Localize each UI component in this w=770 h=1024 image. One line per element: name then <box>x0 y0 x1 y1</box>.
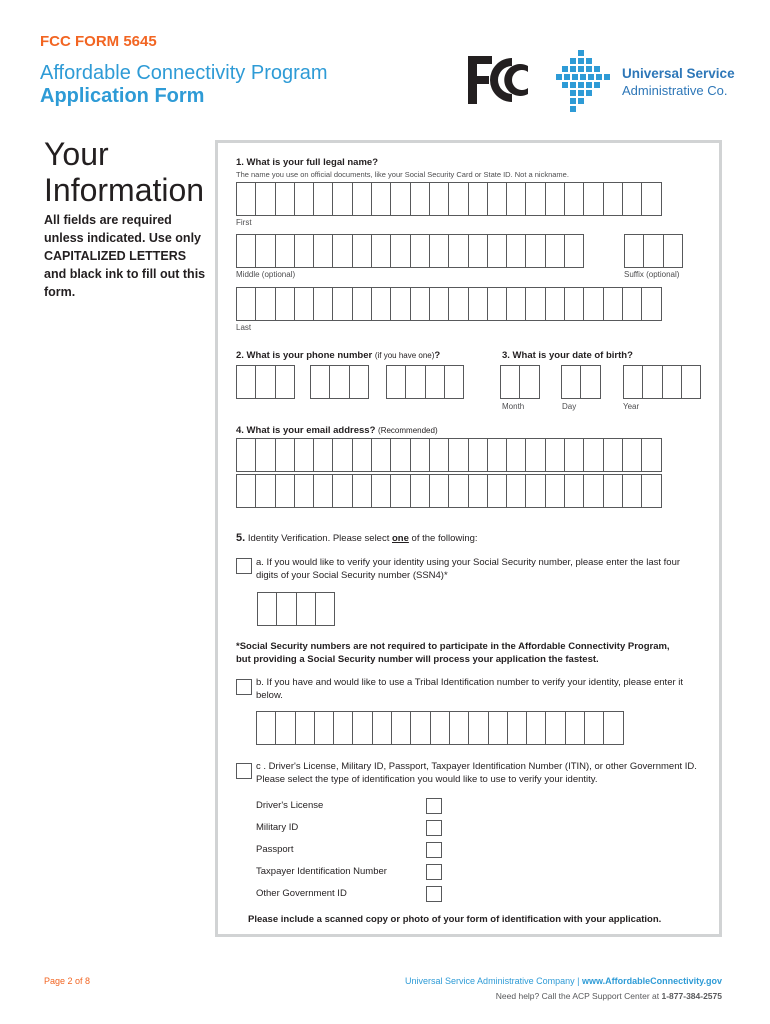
scan-note: Please include a scanned copy or photo of your form of identification with your application. <box>248 914 662 925</box>
char-box[interactable] <box>236 438 256 472</box>
id-type-label: Taxpayer Identification Number <box>256 866 387 877</box>
section-heading <box>44 136 204 208</box>
char-box[interactable] <box>310 365 330 399</box>
char-box[interactable] <box>386 365 406 399</box>
char-box[interactable] <box>641 182 661 216</box>
char-box[interactable] <box>519 365 539 399</box>
char-box[interactable] <box>487 234 507 268</box>
option-b-checkbox[interactable] <box>236 679 252 695</box>
char-box[interactable] <box>429 438 449 472</box>
q1-label: 1. What is your full legal name? <box>236 157 378 168</box>
dob-month-field[interactable] <box>500 365 539 399</box>
char-box[interactable] <box>663 234 683 268</box>
section-heading-line2: Information <box>44 172 205 208</box>
footer-org-line <box>405 976 722 986</box>
char-box[interactable] <box>468 182 488 216</box>
char-box[interactable] <box>255 287 275 321</box>
form-title: Application Form <box>40 85 205 107</box>
char-box[interactable] <box>545 438 565 472</box>
char-box[interactable] <box>641 287 661 321</box>
char-box[interactable] <box>564 287 584 321</box>
q4-optional: (Recommended) <box>378 426 438 435</box>
char-box[interactable] <box>410 438 430 472</box>
char-box[interactable] <box>313 438 333 472</box>
q4-label <box>236 425 438 436</box>
dob-year-label: Year <box>623 402 640 411</box>
char-box[interactable] <box>390 234 410 268</box>
section-heading-line1: Your <box>44 136 109 172</box>
char-box[interactable] <box>545 287 565 321</box>
char-box[interactable] <box>255 438 275 472</box>
id-type-label: Driver's License <box>256 800 324 811</box>
char-box[interactable] <box>391 711 411 745</box>
char-box[interactable] <box>371 474 391 508</box>
footer-org: Universal Service Administrative Company <box>405 976 575 986</box>
char-box[interactable] <box>545 182 565 216</box>
char-box[interactable] <box>506 234 526 268</box>
char-box[interactable] <box>583 182 603 216</box>
id-type-label: Passport <box>256 844 294 855</box>
dob-year-field[interactable] <box>623 365 700 399</box>
char-box[interactable] <box>641 474 661 508</box>
middle-name-label: Middle (optional) <box>236 270 296 279</box>
char-box[interactable] <box>236 287 256 321</box>
char-box[interactable] <box>332 234 352 268</box>
char-box[interactable] <box>500 365 520 399</box>
char-box[interactable] <box>583 438 603 472</box>
char-box[interactable] <box>507 711 527 745</box>
char-box[interactable] <box>257 592 277 626</box>
first-name-field[interactable] <box>236 182 661 216</box>
char-box[interactable] <box>487 182 507 216</box>
char-box[interactable] <box>468 234 488 268</box>
char-box[interactable] <box>275 474 295 508</box>
option-c-text: c . Driver's License, Military ID, Passport, Taxpayer Identification Number (ITIN), or other Government ID. Please select the type of identification you would like to use to verify your identity. <box>256 761 697 785</box>
char-box[interactable] <box>525 474 545 508</box>
char-box[interactable] <box>580 365 600 399</box>
char-box[interactable] <box>275 234 295 268</box>
char-box[interactable] <box>352 287 372 321</box>
char-box[interactable] <box>294 287 314 321</box>
char-box[interactable] <box>276 592 296 626</box>
char-box[interactable] <box>448 474 468 508</box>
char-box[interactable] <box>584 711 604 745</box>
char-box[interactable] <box>429 287 449 321</box>
email-field-line1[interactable] <box>236 438 661 472</box>
q1-hint: The name you use on official documents, like your Social Security Card or State ID. Not a nickname. <box>236 170 569 179</box>
usac-logo <box>556 50 616 112</box>
q2-label <box>236 350 440 361</box>
char-box[interactable] <box>390 474 410 508</box>
char-box[interactable] <box>313 182 333 216</box>
footer-phone: 1-877-384-2575 <box>661 991 722 1001</box>
q2-question: 2. What is your phone number <box>236 350 373 361</box>
char-box[interactable] <box>506 182 526 216</box>
char-box[interactable] <box>525 234 545 268</box>
q3-label: 3. What is your date of birth? <box>502 350 633 361</box>
q5-question-a: Identity Verification. Please select <box>247 533 390 544</box>
ssn-note: *Social Security numbers are not required to participate in the Affordable Connectivity Program, but providing a Social Security number will process your application the fastest. <box>236 641 670 665</box>
char-box[interactable] <box>468 438 488 472</box>
char-box[interactable] <box>275 365 295 399</box>
char-box[interactable] <box>371 287 391 321</box>
char-box[interactable] <box>603 287 623 321</box>
q5-question-one: one <box>392 533 409 544</box>
char-box[interactable] <box>448 234 468 268</box>
char-box[interactable] <box>390 438 410 472</box>
suffix-field[interactable] <box>624 234 682 268</box>
char-box[interactable] <box>525 182 545 216</box>
char-box[interactable] <box>487 287 507 321</box>
id-type-label: Other Government ID <box>256 888 347 899</box>
char-box[interactable] <box>275 711 295 745</box>
instructions: All fields are required unless indicated. Use only CAPITALIZED LETTERS and black ink to fill out this form. <box>44 213 206 299</box>
char-box[interactable] <box>448 438 468 472</box>
char-box[interactable] <box>236 182 256 216</box>
char-box[interactable] <box>545 474 565 508</box>
char-box[interactable] <box>662 365 682 399</box>
char-box[interactable] <box>603 438 623 472</box>
tribal-id-field[interactable] <box>256 711 623 745</box>
phone-line-field[interactable] <box>386 365 463 399</box>
char-box[interactable] <box>371 438 391 472</box>
fcc-logo <box>466 52 530 108</box>
char-box[interactable] <box>429 182 449 216</box>
char-box[interactable] <box>603 182 623 216</box>
char-box[interactable] <box>332 438 352 472</box>
char-box[interactable] <box>564 438 584 472</box>
page-number: Page 2 of 8 <box>44 976 91 986</box>
char-box[interactable] <box>506 438 526 472</box>
char-box[interactable] <box>410 711 430 745</box>
char-box[interactable] <box>603 711 623 745</box>
char-box[interactable] <box>429 474 449 508</box>
char-box[interactable] <box>352 438 372 472</box>
char-box[interactable] <box>429 234 449 268</box>
ssn4-field[interactable] <box>257 592 334 626</box>
char-box[interactable] <box>425 365 445 399</box>
char-box[interactable] <box>564 234 584 268</box>
char-box[interactable] <box>603 474 623 508</box>
id-type-checkbox[interactable] <box>426 820 442 836</box>
char-box[interactable] <box>487 438 507 472</box>
char-box[interactable] <box>329 365 349 399</box>
char-box[interactable] <box>390 287 410 321</box>
char-box[interactable] <box>256 711 276 745</box>
email-field-line2[interactable] <box>236 474 661 508</box>
char-box[interactable] <box>275 182 295 216</box>
char-box[interactable] <box>236 474 256 508</box>
char-box[interactable] <box>332 474 352 508</box>
char-box[interactable] <box>236 234 256 268</box>
char-box[interactable] <box>622 474 642 508</box>
char-box[interactable] <box>294 182 314 216</box>
char-box[interactable] <box>294 234 314 268</box>
char-box[interactable] <box>468 711 488 745</box>
char-box[interactable] <box>313 287 333 321</box>
char-box[interactable] <box>294 474 314 508</box>
dob-day-field[interactable] <box>561 365 600 399</box>
option-c-checkbox[interactable] <box>236 763 252 779</box>
phone-prefix-field[interactable] <box>310 365 368 399</box>
char-box[interactable] <box>506 474 526 508</box>
char-box[interactable] <box>371 182 391 216</box>
last-name-label: Last <box>236 323 252 332</box>
char-box[interactable] <box>545 234 565 268</box>
id-type-checkbox[interactable] <box>426 864 442 880</box>
char-box[interactable] <box>332 182 352 216</box>
char-box[interactable] <box>294 438 314 472</box>
char-box[interactable] <box>561 365 581 399</box>
char-box[interactable] <box>352 182 372 216</box>
char-box[interactable] <box>641 438 661 472</box>
char-box[interactable] <box>333 711 353 745</box>
char-box[interactable] <box>583 474 603 508</box>
char-box[interactable] <box>296 592 316 626</box>
id-type-checkbox[interactable] <box>426 798 442 814</box>
char-box[interactable] <box>642 365 662 399</box>
usac-name-line1: Universal Service <box>622 66 735 81</box>
footer-help: Need help? Call the ACP Support Center at <box>495 991 660 1001</box>
q2-end: ? <box>434 350 441 361</box>
last-name-field[interactable] <box>236 287 661 321</box>
char-box[interactable] <box>623 365 643 399</box>
char-box[interactable] <box>468 287 488 321</box>
char-box[interactable] <box>468 474 488 508</box>
dob-month-label: Month <box>502 402 525 411</box>
char-box[interactable] <box>564 474 584 508</box>
form-number: FCC FORM 5645 <box>40 33 157 50</box>
char-box[interactable] <box>313 234 333 268</box>
char-box[interactable] <box>315 592 335 626</box>
char-box[interactable] <box>622 287 642 321</box>
id-type-checkbox[interactable] <box>426 886 442 902</box>
char-box[interactable] <box>583 287 603 321</box>
char-box[interactable] <box>448 182 468 216</box>
footer-website-link[interactable]: www.AffordableConnectivity.gov <box>581 976 722 986</box>
footer-help-line <box>496 991 722 1001</box>
char-box[interactable] <box>314 711 334 745</box>
middle-name-field[interactable] <box>236 234 583 268</box>
option-a-checkbox[interactable] <box>236 558 252 574</box>
char-box[interactable] <box>488 711 508 745</box>
char-box[interactable] <box>506 287 526 321</box>
q4-question: 4. What is your email address? <box>236 425 376 436</box>
char-box[interactable] <box>332 287 352 321</box>
char-box[interactable] <box>352 234 372 268</box>
q5-label <box>236 532 478 544</box>
char-box[interactable] <box>525 287 545 321</box>
char-box[interactable] <box>349 365 369 399</box>
char-box[interactable] <box>352 711 372 745</box>
first-name-label: First <box>236 218 252 227</box>
char-box[interactable] <box>275 287 295 321</box>
option-a-text: a. If you would like to verify your identity using your Social Security number, please enter the last four digits of your Social Security number (SSN4)* <box>256 557 681 581</box>
id-type-checkbox[interactable] <box>426 842 442 858</box>
char-box[interactable] <box>295 711 315 745</box>
char-box[interactable] <box>545 711 565 745</box>
char-box[interactable] <box>371 234 391 268</box>
q5-question-b: of the following: <box>411 533 478 544</box>
char-box[interactable] <box>410 234 430 268</box>
phone-area-code-field[interactable] <box>236 365 294 399</box>
char-box[interactable] <box>255 365 275 399</box>
char-box[interactable] <box>352 474 372 508</box>
char-box[interactable] <box>449 711 469 745</box>
suffix-label: Suffix (optional) <box>624 270 680 279</box>
char-box[interactable] <box>624 234 644 268</box>
char-box[interactable] <box>565 711 585 745</box>
char-box[interactable] <box>390 182 410 216</box>
char-box[interactable] <box>622 182 642 216</box>
dob-day-label: Day <box>562 402 577 411</box>
char-box[interactable] <box>430 711 450 745</box>
char-box[interactable] <box>410 182 430 216</box>
char-box[interactable] <box>564 182 584 216</box>
char-box[interactable] <box>372 711 392 745</box>
char-box[interactable] <box>255 182 275 216</box>
q5-num: 5. <box>236 532 246 544</box>
char-box[interactable] <box>444 365 464 399</box>
char-box[interactable] <box>448 287 468 321</box>
char-box[interactable] <box>275 438 295 472</box>
usac-name-line2: Administrative Co. <box>622 83 728 98</box>
char-box[interactable] <box>236 365 256 399</box>
option-b-text: b. If you have and would like to use a Tribal Identification number to verify your identity, please enter it below. <box>256 677 684 701</box>
char-box[interactable] <box>681 365 701 399</box>
id-type-label: Military ID <box>256 822 299 833</box>
footer-separator: | <box>577 976 580 986</box>
char-box[interactable] <box>410 474 430 508</box>
char-box[interactable] <box>255 474 275 508</box>
program-title: Affordable Connectivity Program <box>40 62 328 84</box>
char-box[interactable] <box>526 711 546 745</box>
char-box[interactable] <box>643 234 663 268</box>
char-box[interactable] <box>622 438 642 472</box>
q2-optional: (if you have one) <box>374 351 435 360</box>
char-box[interactable] <box>313 474 333 508</box>
char-box[interactable] <box>255 234 275 268</box>
char-box[interactable] <box>410 287 430 321</box>
char-box[interactable] <box>525 438 545 472</box>
char-box[interactable] <box>487 474 507 508</box>
char-box[interactable] <box>405 365 425 399</box>
